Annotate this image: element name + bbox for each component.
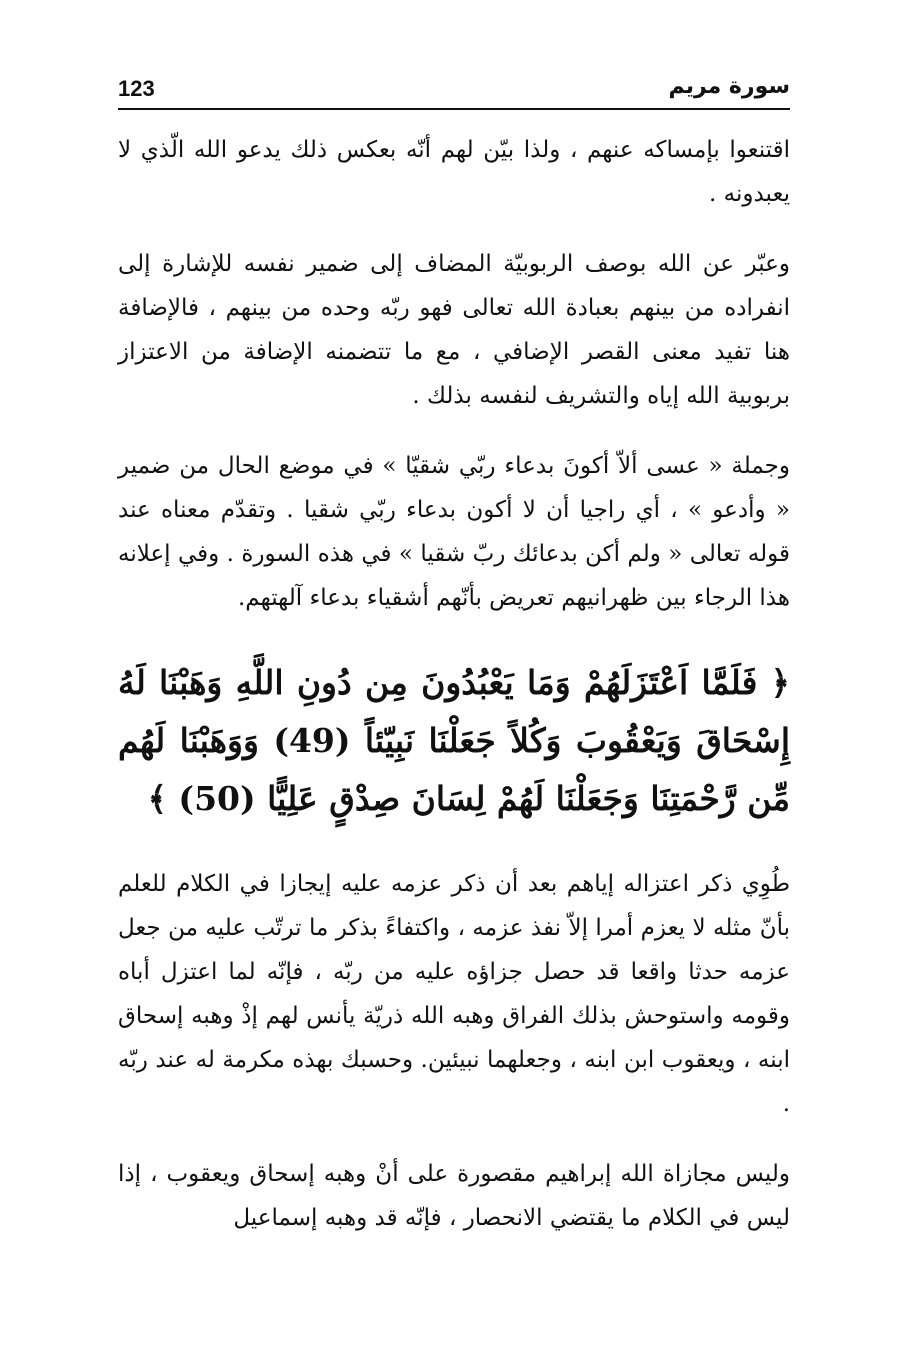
commentary-paragraph: طُوِي ذكر اعتزاله إياهم بعد أن ذكر عزمه عليه إيجازا في الكلام للعلم بأنّ مثله لا يعزم أمرا إلاّ نفذ عزمه ، واكتفاءً بذكر ما ترتّب عليه من جعل عزمه حدثا واقعا قد حصل جزاؤه عليه من ربّه ، فإنّه لما اعتزل أباه وقومه واستوحش بذلك الفراق وهبه الله ذريّة يأنس لهم إذْ وهبه إسحاق ابنه ، ويعقوب ابن ابنه ، وجعلهما نبيئين. وحسبك بهذه مكرمة له عند ربّه . [118,871,790,1117]
paragraph: وعبّر عن الله بوصف الربوبيّة المضاف إلى ضمير نفسه للإشارة إلى انفراده من بينهم بعبادة الله تعالى فهو ربّه وحده من بينهم ، فالإضافة هنا تفيد معنى القصر الإضافي ، مع ما تتضمنه الإضافة من الاعتزاز بربوبية الله إياه والتشريف لنفسه بذلك . [118,251,790,409]
paragraph: وجملة « عسى ألاّ أكونَ بدعاء ربّي شقيّا » في موضع الحال من ضمير « وأدعو » ، أي راجيا أن لا أكون بدعاء ربّي شقيا . وتقدّم معناه عند قوله تعالى « ولم أكن بدعائك ربّ شقيا » في هذه السورة . وفي إعلانه هذا الرجاء بين ظهرانيهم تعريض بأنّهم أشقياء بدعاء آلهتهم. [118,453,790,611]
paragraph: اقتنعوا بإمساكه عنهم ، ولذا بيّن لهم أنّه بعكس ذلك يدعو الله الّذي لا يعبدونه . [118,137,790,207]
surah-title: سورة مريم [668,74,790,99]
page-number: 123 [118,76,155,101]
page-header [118,74,790,110]
commentary-paragraph: وليس مجازاة الله إبراهيم مقصورة على أنْ وهبه إسحاق ويعقوب ، إذا ليس في الكلام ما يقتضي الانحصار ، فإنّه قد وهبه إسماعيل [118,1161,790,1231]
page-body [118,128,790,1266]
quran-verse: ﴿ فَلَمَّا اَعْتَزَلَهُمْ وَمَا يَعْبُدُونَ مِن دُونِ اللَّهِ وَهَبْنَا لَهُ إِسْحَاقَ وَيَعْقُوبَ وَكُلاً جَعَلْنَا نَبِيّئاً (49) وَوَهَبْنَا لَهُم مِّن رَّحْمَتِنَا وَجَعَلْنَا لَهُمْ لِسَانَ صِدْقٍ عَلِيًّا (50) ﴾ [118,663,790,818]
